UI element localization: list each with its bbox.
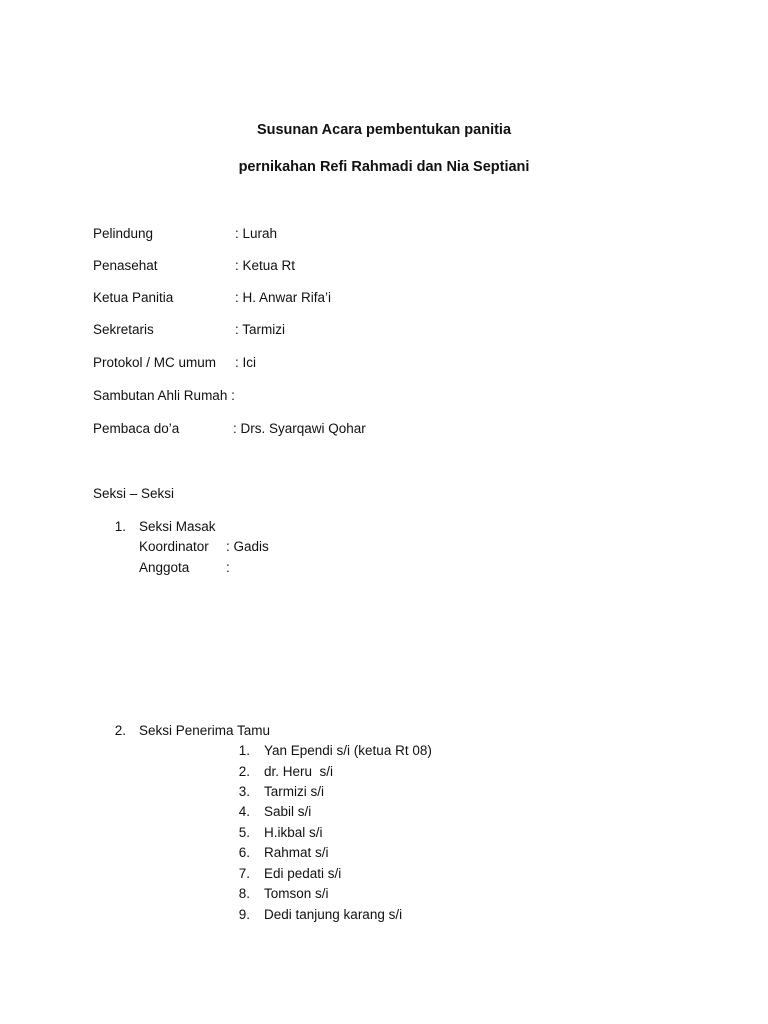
section-2-number: 2. xyxy=(114,723,126,738)
document-title-line-2: pernikahan Refi Rahmadi dan Nia Septiani xyxy=(238,159,530,175)
list-item xyxy=(228,784,548,804)
committee-row-protokol xyxy=(93,355,493,375)
coordinator-value: : Gadis xyxy=(226,539,269,554)
list-item xyxy=(228,845,548,865)
committee-row-ketua-panitia xyxy=(93,290,493,310)
committee-label: Sekretaris xyxy=(93,322,154,337)
committee-row-sekretaris xyxy=(93,322,493,342)
committee-value: : Ici xyxy=(235,355,257,370)
committee-label: Protokol / MC umum xyxy=(93,355,217,370)
committee-value: : H. Anwar Rifa’i xyxy=(235,290,332,305)
committee-row-pembaca-doa xyxy=(93,421,493,441)
list-item-number: 5. xyxy=(238,825,250,840)
list-item-name: Tarmizi s/i xyxy=(264,784,324,799)
list-item xyxy=(228,907,548,927)
list-item xyxy=(228,804,548,824)
committee-value: : Ketua Rt xyxy=(235,258,296,273)
section-1-coordinator xyxy=(139,539,269,554)
section-1-number: 1. xyxy=(114,519,126,534)
members-value: : xyxy=(226,560,230,575)
list-item-name: Edi pedati s/i xyxy=(264,866,342,881)
list-item-name: Sabil s/i xyxy=(264,804,312,819)
list-item-name: Tomson s/i xyxy=(264,886,329,901)
list-item-number: 7. xyxy=(238,866,250,881)
list-item-number: 9. xyxy=(238,907,250,922)
committee-label: Ketua Panitia xyxy=(93,290,174,305)
list-item xyxy=(228,866,548,886)
list-item xyxy=(228,886,548,906)
list-item-name: dr. Heru s/i xyxy=(264,764,334,779)
list-item-name: H.ikbal s/i xyxy=(264,825,323,840)
list-item-number: 6. xyxy=(238,845,250,860)
list-item-name: Dedi tanjung karang s/i xyxy=(264,907,403,922)
committee-label: Sambutan Ahli Rumah : xyxy=(93,388,235,403)
list-item xyxy=(228,825,548,845)
list-item-name: Rahmat s/i xyxy=(264,845,329,860)
committee-row-pelindung xyxy=(93,226,493,246)
committee-label: Pelindung xyxy=(93,226,154,241)
list-item-number: 2. xyxy=(238,764,250,779)
section-2-name: Seksi Penerima Tamu xyxy=(139,723,271,738)
committee-value: : Lurah xyxy=(235,226,278,241)
section-1-name: Seksi Masak xyxy=(139,519,216,534)
sections-heading: Seksi – Seksi xyxy=(93,486,175,501)
committee-label: Pembaca do’a xyxy=(93,421,180,436)
list-item xyxy=(228,764,548,784)
committee-value: : Drs. Syarqawi Qohar xyxy=(233,421,366,436)
committee-value: : Tarmizi xyxy=(235,322,286,337)
committee-row-penasehat xyxy=(93,258,493,278)
list-item-number: 1. xyxy=(238,743,250,758)
document-title-line-1: Susunan Acara pembentukan panitia xyxy=(256,122,512,138)
section-1-heading xyxy=(93,519,493,539)
coordinator-label: Koordinator xyxy=(139,539,209,554)
list-item xyxy=(228,743,548,763)
list-item-number: 8. xyxy=(238,886,250,901)
section-1-members xyxy=(139,560,230,575)
list-item-number: 4. xyxy=(238,804,250,819)
committee-label: Penasehat xyxy=(93,258,158,273)
section-2-heading xyxy=(93,723,493,743)
committee-row-sambutan xyxy=(93,388,493,408)
list-item-name: Yan Ependi s/i (ketua Rt 08) xyxy=(264,743,432,758)
members-label: Anggota xyxy=(139,560,190,575)
list-item-number: 3. xyxy=(238,784,250,799)
